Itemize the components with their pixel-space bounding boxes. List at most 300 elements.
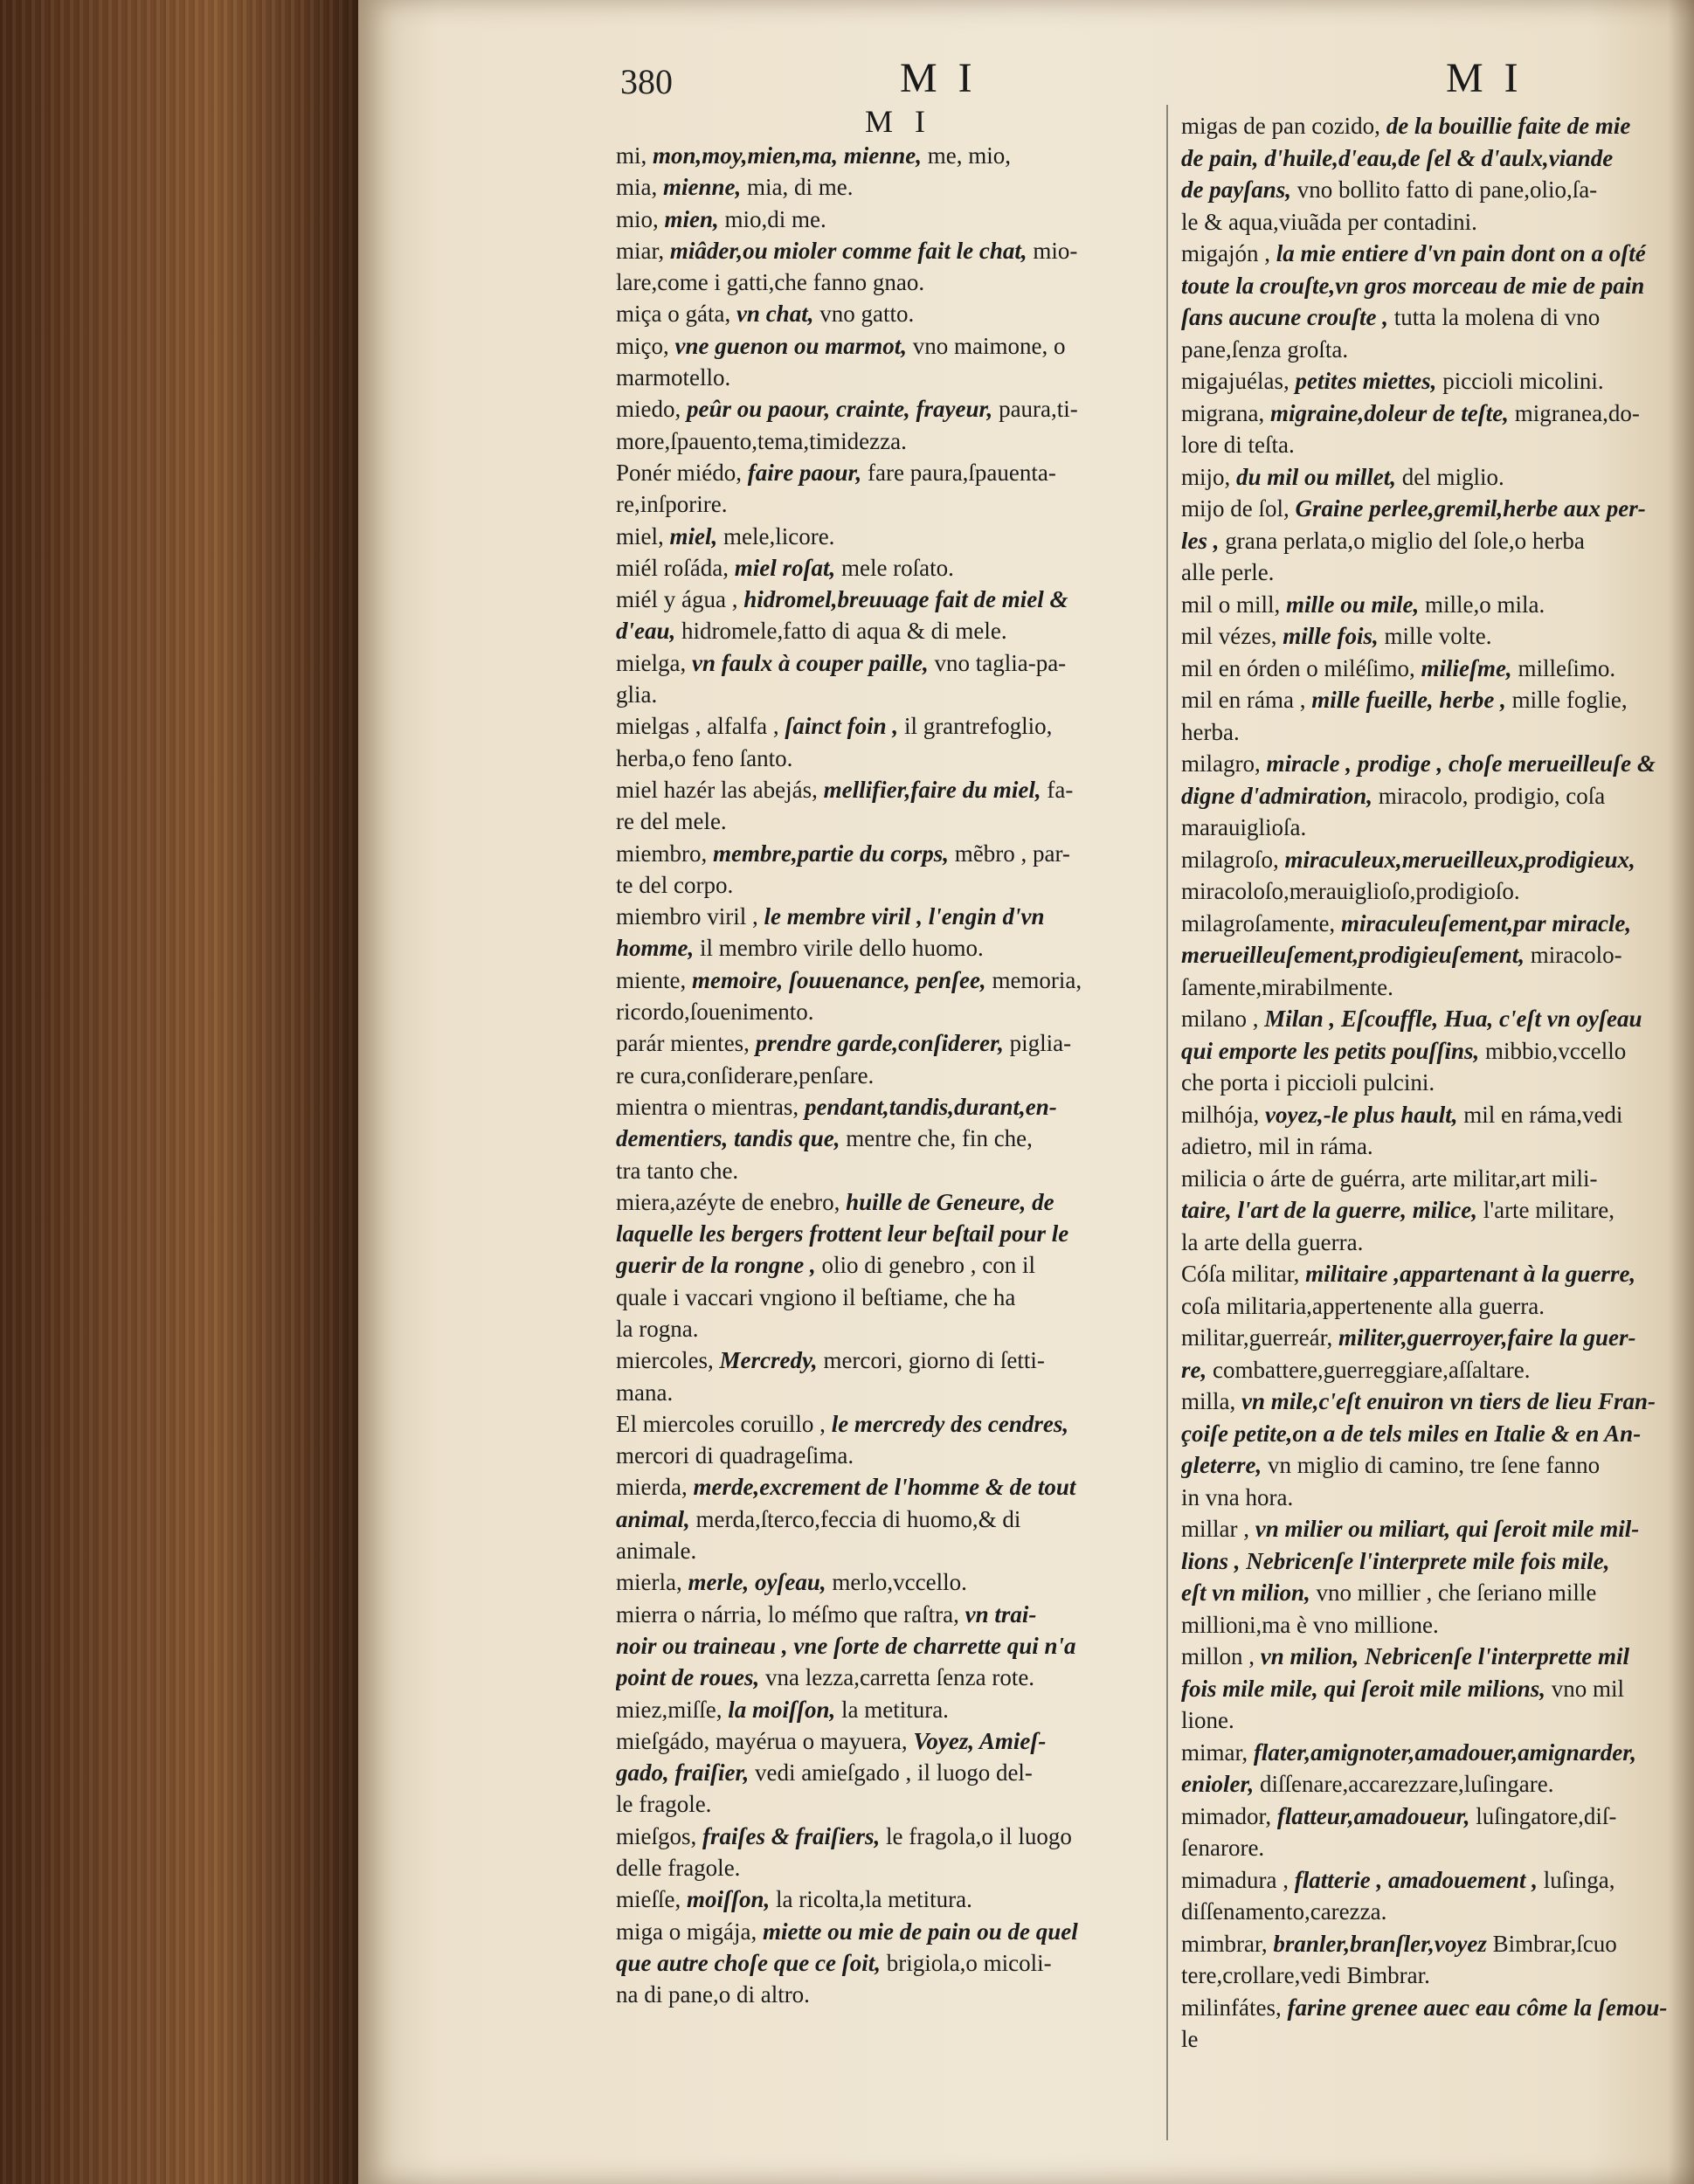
entry-italian-gloss: vno millier , che ſeriano mille bbox=[1316, 1579, 1597, 1606]
entry-french-gloss: les , bbox=[1181, 527, 1220, 554]
dictionary-entry-line bbox=[1181, 461, 1670, 494]
entry-french-gloss: miraculeuſement,par miracle, bbox=[1340, 909, 1632, 936]
entry-italian-gloss: marmotello. bbox=[616, 364, 731, 391]
entry-italian-gloss: lare,come i gatti,che fanno gnao. bbox=[616, 269, 925, 296]
entry-french-gloss: memoire, ſouuenance, penſee, bbox=[691, 966, 986, 993]
dictionary-entry-line bbox=[1181, 270, 1670, 302]
entry-italian-gloss: re cura,conſiderare,penſare. bbox=[616, 1061, 875, 1089]
entry-headword: mielga, bbox=[616, 649, 687, 676]
entry-italian-gloss: la metitura. bbox=[840, 1696, 949, 1723]
entry-italian-gloss: animale. bbox=[616, 1538, 697, 1565]
dictionary-entry-line bbox=[616, 647, 1175, 679]
entry-french-gloss: de payſans, bbox=[1181, 176, 1291, 203]
entry-french-gloss: noir ou traineau , vne ſorte de charrette qui n'a bbox=[616, 1632, 1076, 1659]
dictionary-entry-line bbox=[616, 330, 1175, 362]
entry-italian-gloss: la ricolta,la metitura. bbox=[776, 1886, 972, 1913]
entry-french-gloss: qui emporte les petits pouſſins, bbox=[1181, 1037, 1480, 1064]
entry-french-gloss: la mie entiere d'vn pain dont on a oſté bbox=[1276, 240, 1646, 266]
entry-headword: migajón , bbox=[1181, 240, 1270, 266]
entry-headword: miél roſáda, bbox=[616, 554, 729, 581]
entry-italian-gloss: quale i vaccari vngiono il beſtiame, che ha bbox=[616, 1283, 1016, 1310]
dictionary-entry-line bbox=[1181, 780, 1670, 812]
entry-italian-gloss: more,ſpauento,tema,timidezza. bbox=[616, 427, 907, 454]
dictionary-entry-line bbox=[1181, 1354, 1670, 1386]
entry-headword: El miercoles coruillo , bbox=[616, 1410, 826, 1437]
entry-french-gloss: laquelle les bergers frottent leur beſtail pour le bbox=[616, 1220, 1069, 1248]
dictionary-entry-line bbox=[616, 964, 1175, 996]
dictionary-entry-line bbox=[1181, 653, 1670, 685]
dictionary-entry-line bbox=[1181, 908, 1670, 940]
entry-headword: millon , bbox=[1181, 1643, 1255, 1669]
entry-headword: miar, bbox=[616, 237, 665, 264]
dictionary-entry-line bbox=[1181, 620, 1670, 653]
dictionary-entry-line bbox=[616, 298, 1175, 329]
entry-french-gloss: ſainct foin , bbox=[785, 713, 899, 740]
dictionary-entry-line bbox=[616, 1757, 1175, 1788]
entry-french-gloss: miel roſat, bbox=[734, 554, 836, 581]
dictionary-entry-line bbox=[1181, 206, 1670, 238]
entry-italian-gloss: vno bollito fatto di pane,olio,ſa- bbox=[1296, 176, 1598, 203]
entry-headword: mil vézes, bbox=[1181, 623, 1277, 649]
entry-headword: miente, bbox=[616, 966, 687, 993]
entry-french-gloss: d'eau, bbox=[616, 618, 676, 645]
dictionary-entry-line bbox=[616, 425, 1175, 457]
entry-french-gloss: digne d'admiration, bbox=[1181, 782, 1373, 809]
entry-italian-gloss: coſa militaria,appertenente alla guerra. bbox=[1181, 1292, 1545, 1319]
dictionary-entry-line bbox=[1181, 1130, 1670, 1163]
entry-french-gloss: mille fueille, herbe , bbox=[1311, 687, 1506, 713]
dictionary-entry-line bbox=[1181, 397, 1670, 430]
dictionary-entry-line bbox=[616, 1344, 1175, 1376]
dictionary-entry-line bbox=[616, 743, 1175, 774]
entry-italian-gloss: vedi amieſgado , il luogo del- bbox=[755, 1759, 1033, 1787]
dictionary-entry-line bbox=[1181, 812, 1670, 844]
dictionary-entry-line bbox=[616, 1377, 1175, 1408]
dictionary-entry-line bbox=[616, 1725, 1175, 1757]
dictionary-entry-line bbox=[616, 457, 1175, 488]
dictionary-entry-line bbox=[1181, 1035, 1670, 1068]
dictionary-entry-line bbox=[616, 393, 1175, 425]
entry-italian-gloss: il membro virile dello huomo. bbox=[700, 935, 984, 962]
entry-french-gloss: vn trai- bbox=[965, 1600, 1037, 1628]
entry-italian-gloss: olio di genebro , con il bbox=[821, 1252, 1035, 1279]
entry-headword: Ponér miédo, bbox=[616, 459, 742, 486]
entry-italian-gloss: del miglio. bbox=[1401, 463, 1504, 490]
entry-italian-gloss: ſamente,mirabilmente. bbox=[1181, 973, 1393, 1000]
entry-italian-gloss: tutta la molena di vno bbox=[1393, 304, 1601, 330]
dictionary-entry-line bbox=[1181, 301, 1670, 334]
entry-french-gloss: pendant,tandis,durant,en- bbox=[804, 1093, 1057, 1120]
entry-italian-gloss: piglia- bbox=[1009, 1030, 1072, 1057]
entry-headword: militar,guerreár, bbox=[1181, 1324, 1333, 1351]
entry-headword: mielgas , alfalfa , bbox=[616, 713, 779, 740]
entry-french-gloss: mille ou mile, bbox=[1286, 591, 1420, 618]
dictionary-entry-line bbox=[616, 1662, 1175, 1693]
entry-italian-gloss: Bimbrar,ſcuo bbox=[1492, 1930, 1617, 1957]
entry-french-gloss: merueilleuſement,prodigieuſement, bbox=[1181, 942, 1525, 968]
dictionary-entry-line bbox=[1181, 238, 1670, 270]
entry-french-gloss: militaire ,appartenant à la guerre, bbox=[1305, 1261, 1636, 1287]
entry-headword: mierda, bbox=[616, 1474, 688, 1501]
entry-headword: mientra o mientras, bbox=[616, 1093, 799, 1120]
dictionary-entry-line bbox=[1181, 1194, 1670, 1227]
dictionary-entry-line bbox=[616, 774, 1175, 805]
entry-french-gloss: peûr ou paour, crainte, frayeur, bbox=[687, 396, 993, 423]
entry-italian-gloss: mille foglie, bbox=[1511, 687, 1628, 713]
dictionary-entry-line bbox=[616, 1979, 1175, 2010]
dictionary-entry-line bbox=[616, 1060, 1175, 1091]
entry-italian-gloss: delle fragole. bbox=[616, 1855, 741, 1882]
dictionary-entry-line bbox=[616, 1630, 1175, 1662]
dictionary-entry-line bbox=[616, 1408, 1175, 1440]
dictionary-entry-line bbox=[1181, 1258, 1670, 1290]
entry-headword: mieſgos, bbox=[616, 1822, 697, 1849]
entry-french-gloss: gado, fraiſier, bbox=[616, 1759, 750, 1787]
entry-headword: miél y água , bbox=[616, 586, 738, 613]
entry-italian-gloss: grana perlata,o miglio del ſole,o herba bbox=[1225, 527, 1585, 554]
entry-italian-gloss: lione. bbox=[1181, 1707, 1234, 1733]
entry-headword: mijo, bbox=[1181, 463, 1231, 490]
entry-italian-gloss: vno taglia-pa- bbox=[934, 649, 1067, 676]
entry-french-gloss: de pain, d'huile,d'eau,de ſel & d'aulx,viande bbox=[1181, 144, 1614, 171]
dictionary-entry-line bbox=[616, 1313, 1175, 1344]
dictionary-entry-line bbox=[616, 805, 1175, 837]
entry-french-gloss: milieſme, bbox=[1421, 654, 1512, 681]
dictionary-entry-line bbox=[1181, 1928, 1670, 1960]
entry-italian-gloss: marauiglioſa. bbox=[1181, 814, 1307, 840]
dictionary-entry-line bbox=[616, 1218, 1175, 1249]
dictionary-entry-line bbox=[1181, 1163, 1670, 1195]
dictionary-entry-line bbox=[1181, 1800, 1670, 1833]
entry-italian-gloss: luſinga, bbox=[1543, 1866, 1615, 1893]
entry-french-gloss: farine grenee auec eau côme la ſemou- bbox=[1287, 1994, 1668, 2021]
dictionary-entry-line bbox=[616, 521, 1175, 552]
dictionary-entry-line bbox=[616, 140, 1175, 171]
entry-french-gloss: vn mile,c'eſt enuiron vn tiers de lieu Fran- bbox=[1241, 1388, 1656, 1414]
entry-italian-gloss: il grantrefoglio, bbox=[903, 713, 1053, 740]
entry-headword: milla, bbox=[1181, 1388, 1236, 1414]
entry-italian-gloss: l'arte militare, bbox=[1483, 1197, 1615, 1223]
entry-italian-gloss: vno gatto. bbox=[819, 301, 915, 328]
dictionary-entry-line bbox=[1181, 525, 1670, 557]
entry-italian-gloss: pane,ſenza groſta. bbox=[1181, 335, 1349, 363]
dictionary-entry-line bbox=[616, 615, 1175, 646]
dictionary-entry-line bbox=[616, 1282, 1175, 1313]
entry-french-gloss: du mil ou millet, bbox=[1236, 463, 1397, 490]
entry-headword: mieſgádo, mayérua o mayuera, bbox=[616, 1727, 908, 1754]
dictionary-entry-line bbox=[1181, 748, 1670, 780]
dictionary-entry-line bbox=[1181, 716, 1670, 749]
entry-french-gloss: hidromel,breuuage fait de miel & bbox=[743, 586, 1068, 613]
dictionary-entry-line bbox=[616, 204, 1175, 235]
dictionary-entry-line bbox=[616, 1155, 1175, 1186]
entry-headword: migas de pan cozido, bbox=[1181, 113, 1380, 139]
entry-french-gloss: Graine perlee,gremil,herbe aux per- bbox=[1295, 495, 1646, 522]
entry-italian-gloss: mele,licore. bbox=[723, 522, 835, 549]
dictionary-entry-line bbox=[616, 362, 1175, 393]
entry-italian-gloss: in vna hora. bbox=[1181, 1483, 1294, 1510]
entry-italian-gloss: memoria, bbox=[992, 966, 1082, 993]
dictionary-entry-line bbox=[616, 488, 1175, 520]
dictionary-entry-line bbox=[1181, 1290, 1670, 1323]
dictionary-entry-line bbox=[1181, 1577, 1670, 1609]
entry-italian-gloss: millioni,ma è vno millione. bbox=[1181, 1611, 1439, 1638]
entry-italian-gloss: te del corpo. bbox=[616, 871, 734, 898]
entry-italian-gloss: tere,crollare,vedi Bimbrar. bbox=[1181, 1962, 1430, 1988]
dictionary-entry-line bbox=[1181, 1992, 1670, 2024]
entry-italian-gloss: merda,ſterco,feccia di huomo,& di bbox=[695, 1505, 1021, 1532]
dictionary-entry-line bbox=[1181, 684, 1670, 716]
entry-french-gloss: merle, oyſeau, bbox=[688, 1569, 826, 1596]
entry-headword: mimbrar, bbox=[1181, 1930, 1268, 1957]
dictionary-entry-line bbox=[1181, 142, 1670, 175]
entry-italian-gloss: miracoloſo,merauiglioſo,prodigioſo. bbox=[1181, 878, 1520, 904]
dictionary-entry-line bbox=[1181, 1673, 1670, 1705]
entry-italian-gloss: mentre che, fin che, bbox=[846, 1125, 1033, 1152]
running-head-right: M I bbox=[1446, 55, 1524, 101]
entry-french-gloss: enioler, bbox=[1181, 1771, 1255, 1797]
entry-italian-gloss: piccioli micolini. bbox=[1442, 368, 1604, 394]
entry-french-gloss: fois mile mile, qui ſeroit mile milions, bbox=[1181, 1675, 1545, 1702]
entry-headword: migajuélas, bbox=[1181, 368, 1290, 394]
entry-headword: miga o migája, bbox=[616, 1918, 757, 1945]
entry-french-gloss: huille de Geneure, de bbox=[846, 1188, 1054, 1215]
entry-french-gloss: flatteur,amadoueur, bbox=[1276, 1802, 1470, 1829]
entry-headword: milhója, bbox=[1181, 1101, 1260, 1128]
entry-french-gloss: çoiſe petite,on a de tels miles en Italie & en An- bbox=[1181, 1420, 1642, 1447]
column-divider bbox=[1166, 105, 1168, 2140]
entry-italian-gloss: le & aqua,viuãda per contadini. bbox=[1181, 208, 1477, 235]
dictionary-entry-line bbox=[1181, 1513, 1670, 1545]
entry-headword: mia, bbox=[616, 174, 658, 201]
dictionary-entry-line bbox=[616, 1916, 1175, 1947]
entry-italian-gloss: mil en ráma,vedi bbox=[1463, 1101, 1623, 1128]
dictionary-entry-line bbox=[616, 1471, 1175, 1503]
entry-headword: mil en ráma , bbox=[1181, 687, 1306, 713]
entry-italian-gloss: re,inſporire. bbox=[616, 491, 728, 518]
entry-italian-gloss: mia, di me. bbox=[747, 174, 854, 201]
entry-french-gloss: mellifier,faire du miel, bbox=[823, 776, 1041, 803]
dictionary-entry-line bbox=[1181, 1641, 1670, 1673]
entry-italian-gloss: mercori, giorno di ſetti- bbox=[823, 1347, 1045, 1374]
entry-italian-gloss: miracolo, prodigio, coſa bbox=[1378, 782, 1606, 809]
dictionary-entry-line bbox=[616, 266, 1175, 298]
dictionary-entry-line bbox=[616, 584, 1175, 615]
entry-italian-gloss: mio- bbox=[1033, 237, 1078, 264]
entry-headword: miedo, bbox=[616, 396, 681, 423]
dictionary-entry-line bbox=[616, 1186, 1175, 1218]
entry-french-gloss: vne guenon ou marmot, bbox=[674, 332, 908, 359]
dictionary-entry-line bbox=[616, 1027, 1175, 1059]
dictionary-entry-line bbox=[616, 1566, 1175, 1598]
entry-french-gloss: mon,moy,mien,ma, mienne, bbox=[653, 142, 923, 169]
entry-headword: mio, bbox=[616, 205, 659, 232]
dictionary-entry-line bbox=[1181, 334, 1670, 366]
entry-italian-gloss: combattere,guerreggiare,aſſaltare. bbox=[1213, 1356, 1531, 1383]
entry-headword: parár mientes, bbox=[616, 1030, 750, 1057]
dictionary-entry-line bbox=[616, 1852, 1175, 1883]
entry-french-gloss: moiſſon, bbox=[686, 1886, 771, 1913]
dictionary-page bbox=[358, 0, 1694, 2184]
entry-italian-gloss: brigiola,o micoli- bbox=[886, 1949, 1052, 1976]
entry-french-gloss: migraine,doleur de teſte, bbox=[1269, 399, 1509, 426]
dictionary-entry-line bbox=[1181, 1609, 1670, 1641]
entry-italian-gloss: paura,ti- bbox=[999, 396, 1078, 423]
entry-italian-gloss: mille,o mila. bbox=[1425, 591, 1545, 618]
entry-headword: miel hazér las abejás, bbox=[616, 776, 818, 803]
dictionary-entry-line bbox=[1181, 1545, 1670, 1578]
entry-headword: milano , bbox=[1181, 1006, 1259, 1032]
entry-italian-gloss: diſſenare,accarezzare,luſingare. bbox=[1260, 1771, 1554, 1797]
dictionary-entry-line bbox=[1181, 1737, 1670, 1769]
entry-headword: milicia o árte de guérra, bbox=[1181, 1165, 1407, 1192]
entry-headword: mil o mill, bbox=[1181, 591, 1281, 618]
entry-french-gloss: miracle , prodige , choſe merueilleuſe & bbox=[1266, 750, 1656, 777]
entry-italian-gloss: re del mele. bbox=[616, 808, 727, 835]
entry-headword: miez,miſſe, bbox=[616, 1696, 723, 1723]
dictionary-entry-line bbox=[616, 1249, 1175, 1281]
entry-french-gloss: toute la crouſte,vn gros morceau de mie de pain bbox=[1181, 272, 1645, 299]
dictionary-entry-line bbox=[1181, 1003, 1670, 1035]
entry-french-gloss: faire paour, bbox=[747, 459, 862, 486]
entry-headword: mijo de ſol, bbox=[1181, 495, 1290, 522]
entry-french-gloss: miette ou mie de pain ou de quel bbox=[762, 1918, 1078, 1945]
dictionary-entry-line bbox=[1181, 1449, 1670, 1482]
dictionary-entry-line bbox=[1181, 2023, 1670, 2056]
dictionary-entry-line bbox=[1181, 174, 1670, 206]
entry-italian-gloss: mercori di quadrageſima. bbox=[616, 1442, 854, 1469]
entry-italian-gloss: vn miglio di camino, tre ſene fanno bbox=[1267, 1452, 1601, 1478]
section-title: M I bbox=[865, 104, 932, 139]
entry-italian-gloss: fare paura,ſpauenta- bbox=[868, 459, 1056, 486]
dictionary-entry-line bbox=[616, 1123, 1175, 1154]
page-edge-shadow bbox=[1668, 0, 1694, 2184]
dictionary-entry-line bbox=[1181, 589, 1670, 621]
dictionary-entry-line bbox=[616, 1535, 1175, 1566]
entry-italian-gloss: le bbox=[1181, 2026, 1199, 2052]
dictionary-entry-line bbox=[1181, 1418, 1670, 1450]
entry-french-gloss: eſt vn milion, bbox=[1181, 1579, 1310, 1606]
entry-french-gloss: la moiſſon, bbox=[728, 1696, 836, 1723]
entry-italian-gloss: mele roſato. bbox=[840, 554, 954, 581]
entry-italian-gloss: migranea,do- bbox=[1514, 399, 1640, 426]
dictionary-entry-line bbox=[1181, 875, 1670, 908]
dictionary-entry-line bbox=[616, 552, 1175, 584]
entry-french-gloss: prendre garde,conſiderer, bbox=[755, 1030, 1004, 1057]
entry-french-gloss: mien, bbox=[664, 205, 719, 232]
right-column bbox=[1181, 110, 1670, 2056]
entry-french-gloss: flater,amignoter,amadouer,amignarder, bbox=[1253, 1738, 1636, 1766]
entry-french-gloss: que autre choſe que ce ſoit, bbox=[616, 1949, 881, 1976]
dictionary-entry-line bbox=[616, 838, 1175, 869]
dictionary-entry-line bbox=[1181, 429, 1670, 461]
entry-french-gloss: gleterre, bbox=[1181, 1452, 1262, 1478]
dictionary-entry-line bbox=[1181, 493, 1670, 525]
entry-italian-gloss: alle perle. bbox=[1181, 559, 1275, 585]
dictionary-entry-line bbox=[1181, 1832, 1670, 1864]
dictionary-entry-line bbox=[616, 235, 1175, 266]
dictionary-entry-line bbox=[616, 171, 1175, 203]
entry-french-gloss: miel, bbox=[669, 522, 718, 549]
dictionary-entry-line bbox=[616, 1821, 1175, 1852]
entry-french-gloss: Mercredy, bbox=[719, 1347, 818, 1374]
dictionary-entry-line bbox=[616, 869, 1175, 901]
entry-headword: mil en órden o miléſimo, bbox=[1181, 654, 1415, 681]
entry-french-gloss: mienne, bbox=[663, 174, 742, 201]
entry-italian-gloss: tra tanto che. bbox=[616, 1157, 739, 1184]
dictionary-entry-line bbox=[1181, 1864, 1670, 1897]
left-column bbox=[616, 140, 1175, 2011]
entry-italian-gloss: mibbio,vccello bbox=[1485, 1037, 1627, 1064]
entry-italian-gloss: adietro, mil in ráma. bbox=[1181, 1133, 1373, 1159]
entry-italian-gloss: milleſimo. bbox=[1518, 654, 1616, 681]
entry-headword: miercoles, bbox=[616, 1347, 714, 1374]
entry-headword: mimadura , bbox=[1181, 1866, 1289, 1893]
entry-french-gloss: le mercredy des cendres, bbox=[831, 1410, 1069, 1437]
dictionary-entry-line bbox=[1181, 365, 1670, 397]
dictionary-entry-line bbox=[616, 1947, 1175, 1979]
entry-french-gloss: Milan , Eſcouffle, Hua, c'eſt vn oyſeau bbox=[1264, 1006, 1642, 1032]
dictionary-entry-line bbox=[1181, 1099, 1670, 1131]
dictionary-entry-line bbox=[616, 1694, 1175, 1725]
entry-headword: Cóſa militar, bbox=[1181, 1261, 1300, 1287]
entry-italian-gloss: na di pane,o di altro. bbox=[616, 1981, 810, 2008]
entry-headword: millar , bbox=[1181, 1516, 1249, 1542]
entry-french-gloss: ſans aucune crouſte , bbox=[1181, 304, 1389, 330]
entry-headword: mierra o nárria, lo méſmo que raſtra, bbox=[616, 1600, 959, 1628]
entry-headword: migrana, bbox=[1181, 399, 1265, 426]
dictionary-entry-line bbox=[1181, 1386, 1670, 1418]
entry-italian-gloss: ricordo,ſouenimento. bbox=[616, 999, 814, 1026]
entry-headword: mieſſe, bbox=[616, 1886, 681, 1913]
dictionary-entry-line bbox=[616, 710, 1175, 742]
entry-italian-gloss: vno mil bbox=[1551, 1675, 1625, 1702]
entry-french-gloss: re, bbox=[1181, 1356, 1207, 1383]
dictionary-entry-line bbox=[616, 1599, 1175, 1630]
entry-french-gloss: flatterie , amadouement , bbox=[1294, 1866, 1538, 1893]
entry-headword: miera,azéyte de enebro, bbox=[616, 1188, 840, 1215]
dictionary-entry-line bbox=[1181, 939, 1670, 971]
entry-french-gloss: taire, l'art de la guerre, milice, bbox=[1181, 1197, 1477, 1223]
dictionary-entry-line bbox=[1181, 1322, 1670, 1354]
entry-italian-gloss: hidromele,fatto di aqua & di mele. bbox=[681, 618, 1007, 645]
entry-italian-gloss: vna lezza,carretta ſenza rote. bbox=[765, 1664, 1035, 1691]
entry-french-gloss: dementiers, tandis que, bbox=[616, 1125, 840, 1152]
running-head-left: M I bbox=[900, 55, 978, 101]
dictionary-entry-line bbox=[616, 901, 1175, 932]
entry-italian-gloss: mẽbro , par- bbox=[954, 840, 1070, 867]
dictionary-entry-line bbox=[1181, 1768, 1670, 1800]
entry-headword: mierla, bbox=[616, 1569, 682, 1596]
entry-italian-gloss: vno maimone, o bbox=[912, 332, 1066, 359]
entry-headword: miço, bbox=[616, 332, 669, 359]
entry-french-gloss: mille fois, bbox=[1283, 623, 1379, 649]
entry-french-gloss: Voyez, Amieſ- bbox=[913, 1727, 1047, 1754]
entry-french-gloss: merde,excrement de l'homme & de tout bbox=[693, 1474, 1076, 1501]
entry-italian-gloss: glia. bbox=[616, 681, 658, 708]
page-number: 380 bbox=[620, 62, 673, 101]
entry-french-gloss: vn milier ou miliart, qui ſeroit mile mil- bbox=[1255, 1516, 1640, 1542]
entry-french-gloss: petites miettes, bbox=[1295, 368, 1437, 394]
dictionary-entry-line bbox=[616, 996, 1175, 1027]
entry-italian-gloss: la arte della guerra. bbox=[1181, 1228, 1364, 1255]
entry-french-gloss: vn milion, Nebricenſe l'interprette mil bbox=[1260, 1643, 1629, 1669]
dictionary-entry-line bbox=[616, 1440, 1175, 1471]
entry-headword: miça o gáta, bbox=[616, 301, 731, 328]
entry-italian-gloss: arte militar,art mili- bbox=[1411, 1165, 1598, 1192]
entry-italian-gloss: le fragola,o il luogo bbox=[885, 1822, 1072, 1849]
dictionary-entry-line bbox=[1181, 1959, 1670, 1992]
